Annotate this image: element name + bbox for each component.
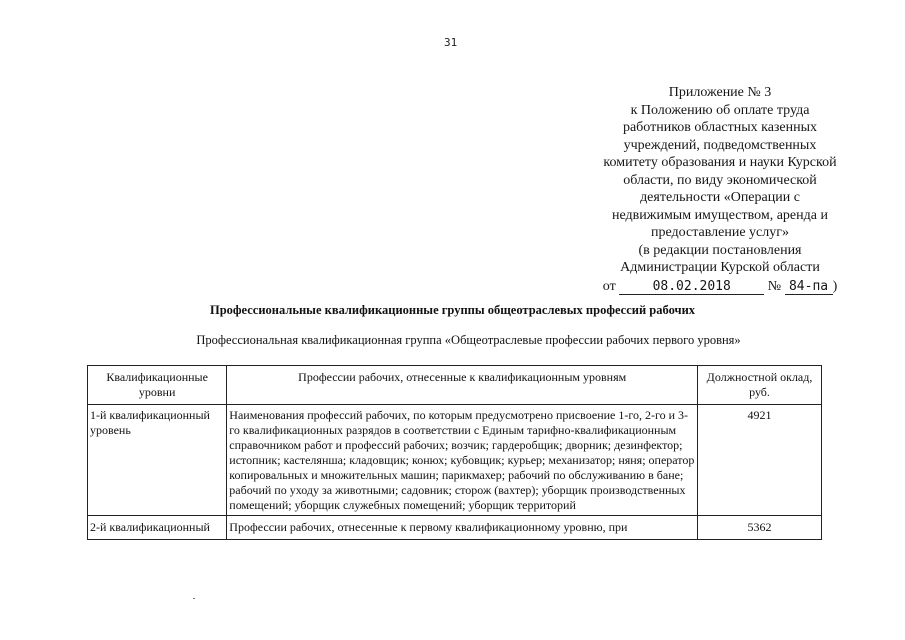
appendix-line: комитету образования и науки Курской <box>603 155 837 170</box>
appendix-line: Администрации Курской области <box>620 260 820 275</box>
appendix-line: к Положению об оплате труда <box>630 102 810 118</box>
appendix-line: предоставление услуг» <box>651 225 789 240</box>
table-header-row <box>88 366 822 405</box>
appendix-header <box>560 84 880 295</box>
column-header-levels: Квалификационные уровни <box>88 366 227 405</box>
professions-cell: Профессии рабочих, отнесенные к первому квалификационному уровню, при <box>227 516 698 540</box>
appendix-line: недвижимым имуществом, аренда и <box>612 207 828 223</box>
qualification-table <box>87 365 822 540</box>
resolution-date: 08.02.2018 <box>619 279 764 295</box>
appendix-line: Приложение № 3 <box>668 85 772 100</box>
document-title: Профессиональные квалификационные группы общеотраслевых профессий рабочих <box>209 303 696 317</box>
resolution-date-line <box>560 278 880 296</box>
column-header-salary: Должностной оклад, руб. <box>698 366 822 405</box>
appendix-line: области, по виду экономической <box>623 172 817 188</box>
table-row <box>88 516 822 540</box>
appendix-line: учреждений, подведомственных <box>623 137 817 153</box>
group-subtitle: Профессиональная квалификационная группа «Общеотраслевые профессии рабочих первого уровня» <box>196 333 741 347</box>
page-number: 31 <box>444 36 458 49</box>
salary-cell: 4921 <box>698 405 822 516</box>
table-row <box>88 405 822 516</box>
number-sign: № <box>767 278 782 294</box>
professions-cell: Наименования профессий рабочих, по которым предусмотрено присвоение 1-го, 2-го и 3-го квалификационных разрядов в соответствии с Единым тарифно-квалификационным справочником работ и профессий рабочих; возчик; гардеробщик; дворник; дезинфектор; истопник; кастелянша; кладовщик; конюх; кубовщик; курьер; механизатор; няня; оператор копировальных и множительных машин; парикмахер; рабочий по обслуживанию в бане; рабочий по уходу за животными; садовник; сторож (вахтер); уборщик производственных помещений; уборщик служебных помещений; уборщик территорий <box>227 405 698 516</box>
qualification-level-cell: 2-й квалификационный <box>88 516 227 540</box>
appendix-line: (в редакции постановления <box>638 242 802 258</box>
closing-paren: ) <box>832 278 838 294</box>
scan-speck <box>193 598 195 599</box>
qualification-level-cell: 1-й квалификационный уровень <box>88 405 227 516</box>
appendix-line: работников областных казенных <box>622 120 818 135</box>
salary-cell: 5362 <box>698 516 822 540</box>
appendix-line: деятельности «Операции с <box>640 190 800 205</box>
resolution-number: 84-па <box>785 279 833 295</box>
column-header-professions: Профессии рабочих, отнесенные к квалификационным уровням <box>227 366 698 405</box>
date-prefix: от <box>602 278 616 294</box>
